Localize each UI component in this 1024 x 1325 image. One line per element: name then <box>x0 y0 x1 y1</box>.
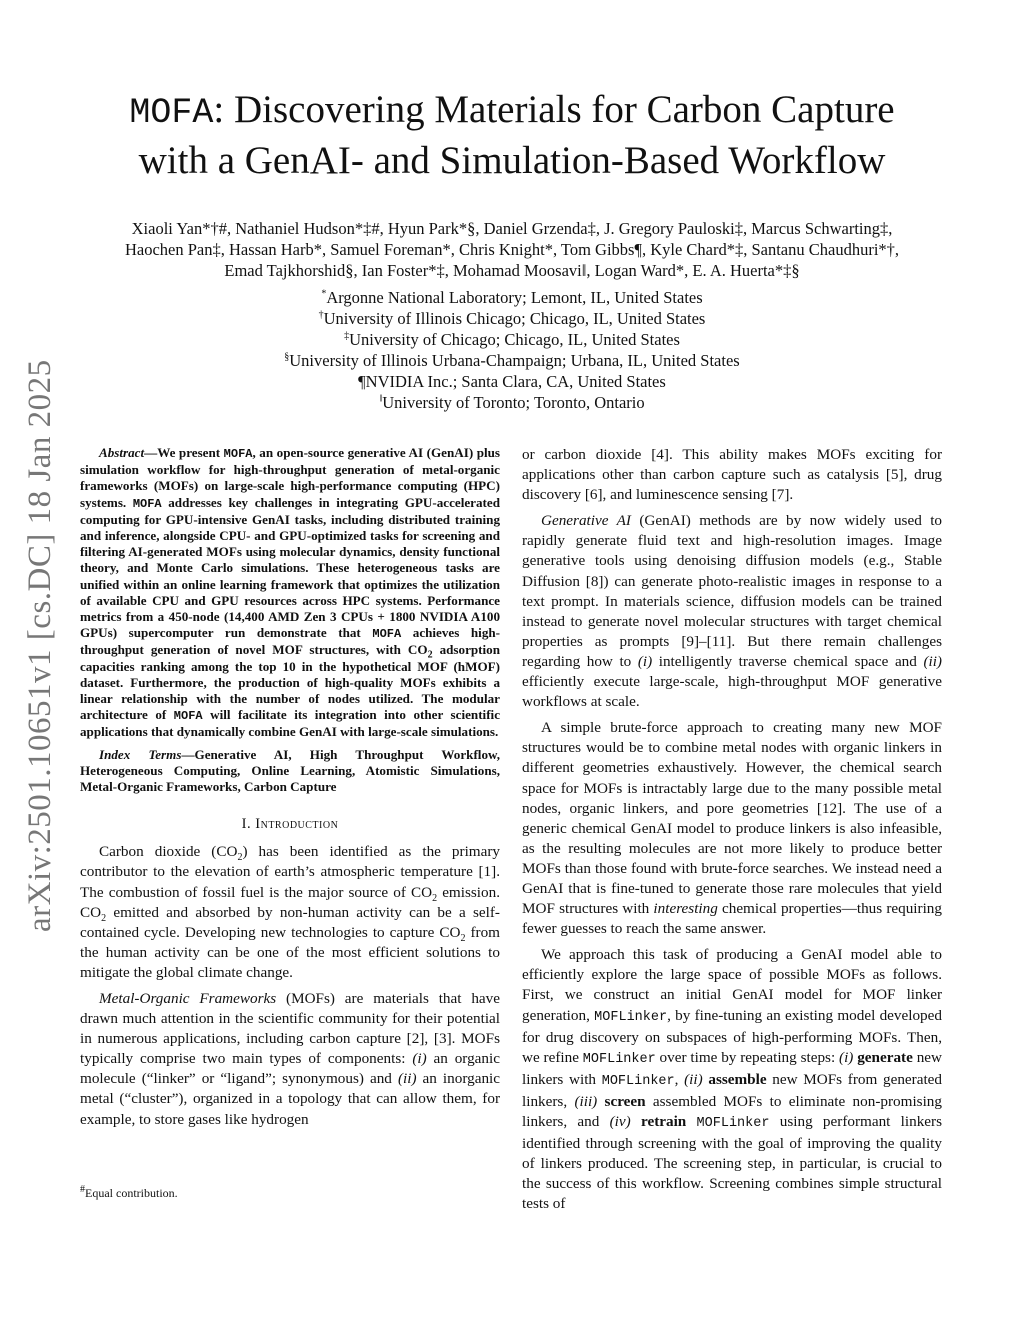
affiliation-list <box>60 287 964 413</box>
abstract: Abstract—We present MOFA, an open-source generative AI (GenAI) plus simulation workflow for high-throughput generation of metal-organic frameworks (MOFs) on large-scale high-performance computing (HPC) systems. MOFA addresses key challenges in integrating GPU-accelerated computing for GPU-intensive GenAI tasks, including distributed training and inference, alongside CPU- and GPU-optimized tasks for screening and filtering AI-generated MOFs using molecular dynamics, density functional theory, and Monte Carlo simulations. These heterogeneous tasks are unified within an online learning framework that optimizes the utilization of available CPU and GPU resources across HPC systems. Performance metrics from a 450-node (14,400 AMD Zen 3 CPUs + 1800 NVIDIA A100 GPUs) supercomputer run demonstrate that MOFA achieves high-throughput generation of novel MOF structures, with $CO_2$ adsorption capacities ranking among the top 10 in the hypothetical MOF (hMOF) dataset. Furthermore, the production of high-quality MOFs exhibits a linear relationship with the number of nodes utilized. The modular architecture of MOFA will facilitate its integration into other scientific applications that dynamically combine GenAI with large-scale simulations. <box>80 445 501 740</box>
author-line: Emad Tajkhorshid§, Ian Foster*‡, Mohamad Moosavi‖, Logan Ward*, E. A. Huerta*‡§ <box>224 261 800 280</box>
body-paragraph: A simple brute-force approach to creating many new MOF structures would be to combine metal nodes with organic linkers in different geometries exhaustively. However, the chemical search space for MOFs is intractably large due to the many possible metal nodes, organic linkers, and pore geometries [12]. The use of a generic chemical GenAI model to produce linkers is also infeasible, as the resulting molecules are not more likely to produce better MOFs than those found with brute-force searches. We instead need a GenAI that is fine-tuned to generate those rare molecules that yield MOF structures with interesting chemical properties—thus requiring fewer guesses to reach the same answer. <box>522 719 942 938</box>
title-line1: : Discovering Materials for Carbon Capture <box>213 88 895 131</box>
footnote: #Equal contribution. <box>80 1184 178 1200</box>
affiliation: ‡University of Chicago; Chicago, IL, United States <box>344 330 680 349</box>
left-column <box>80 445 500 1130</box>
author-line: Haochen Pan‡, Hassan Harb*, Samuel Foreman*, Chris Knight*, Tom Gibbs¶, Kyle Chard*‡, Santanu Chaudhuri*†, <box>124 240 900 259</box>
index-terms: Index Terms—Generative AI, High Throughput Workflow, Heterogeneous Computing, Online Learning, Atomistic Simulations, Metal-Organic Frameworks, Carbon Capture <box>80 746 500 795</box>
right-column <box>522 445 942 1214</box>
arxiv-identifier-stamp: arXiv:2501.10651v1 [cs.DC] 18 Jan 2025 <box>22 359 58 932</box>
title-system-name: MOFA <box>129 93 214 133</box>
author-line: Xiaoli Yan*†#, Nathaniel Hudson*‡#, Hyun Park*§, Daniel Grzenda‡, J. Gregory Pauloski‡, Marcus Schwarting‡, <box>131 219 893 238</box>
intro-paragraph: Metal-Organic Frameworks (MOFs) are materials that have drawn much attention in the scientific community for their potential in numerous applications, including carbon capture [2], [3]. MOFs typically comprise two main types of components: (i) an organic molecule (“linker” or “ligand”; synonymous) and (ii) an inorganic metal (“cluster”), organized in a topology that can allow them, for example, to store gases like hydrogen <box>80 990 501 1128</box>
section-heading: I. Introduction <box>241 816 339 833</box>
paper-title <box>80 86 944 184</box>
author-list <box>60 218 964 281</box>
body-paragraph: Generative AI (GenAI) methods are by now widely used to rapidly generate fluid text and high-resolution images. Image generative tools using denoising diffusion models (e.g., Stable Diffusion [8]) can generate photo-realistic images in response to a text prompt. In materials science, diffusion models can be trained instead to generate novel molecular structures with target chemical properties as prompts [9]–[11]. But there remain challenges regarding how to (i) intelligently traverse chemical space and (ii) efficiently execute large-scale, high-throughput MOF generative workflows at scale. <box>522 512 943 711</box>
affiliation: *Argonne National Laboratory; Lemont, IL, United States <box>321 288 703 307</box>
title-line2: with a GenAI- and Simulation-Based Workflow <box>138 139 886 182</box>
affiliation: ‖University of Toronto; Toronto, Ontario <box>379 393 645 412</box>
body-paragraph: or carbon dioxide [4]. This ability makes MOFs exciting for applications other than carbon capture such as catalysis [5], drug discovery [6], and luminescence sensing [7]. <box>522 446 942 504</box>
body-paragraph: We approach this task of producing a GenAI model able to efficiently explore the large space of possible MOFs as follows. First, we construct an initial GenAI model for MOF linker generation, MOFLinker, by fine-tuning an existing model developed for drug discovery on subspaces of high-performing MOFs. Then, we refine MOFLinker over time by repeating steps: (i) generate new linkers with MOFLinker, (ii) assemble new MOFs from generated linkers, (iii) screen assembled MOFs to eliminate non-promising linkers, and (iv) retrain MOFLinker using performant linkers identified through screening with the goal of improving the quality of linkers produced. The screening step, in particular, is crucial to the success of this workflow. Screening combines simple structural tests of <box>522 946 943 1213</box>
affiliation: †University of Illinois Chicago; Chicago, IL, United States <box>318 309 706 328</box>
affiliation: ¶NVIDIA Inc.; Santa Clara, CA, United States <box>358 372 666 391</box>
affiliation: §University of Illinois Urbana-Champaign; Urbana, IL, United States <box>284 351 740 370</box>
intro-paragraph: Carbon dioxide $(CO_2)$ has been identified as the primary contributor to the elevation of earth’s atmospheric temperature [1]. The combustion of fossil fuel is the major source of $CO_2$ emission. $CO_2$ emitted and absorbed by non-human activity can be a self-contained cycle. Developing new technologies to capture $CO_2$ from the human activity can be one of the most efficient solutions to mitigate the global climate change. <box>80 843 501 981</box>
